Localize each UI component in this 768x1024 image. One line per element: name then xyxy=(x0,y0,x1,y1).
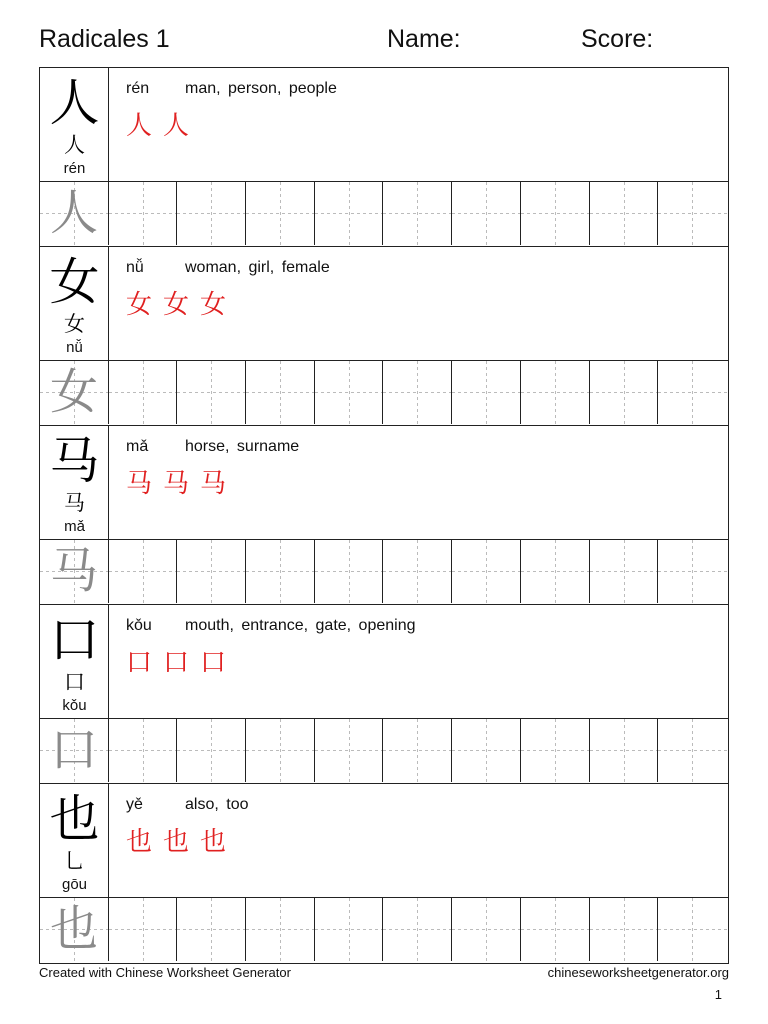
practice-cell[interactable] xyxy=(246,719,315,782)
stroke-step: 马 xyxy=(163,469,194,499)
practice-row xyxy=(40,898,728,963)
practice-cell[interactable] xyxy=(246,898,315,961)
meaning: also, too xyxy=(185,796,249,813)
practice-cell[interactable] xyxy=(658,898,727,961)
practice-cell[interactable] xyxy=(521,540,590,603)
practice-cell[interactable] xyxy=(109,182,178,245)
practice-cell[interactable] xyxy=(383,540,452,603)
stroke-order xyxy=(126,466,237,502)
stroke-step: 也 xyxy=(126,827,157,857)
practice-cell[interactable] xyxy=(658,719,727,782)
practice-cell[interactable] xyxy=(109,540,178,603)
practice-cell[interactable] xyxy=(521,361,590,424)
practice-cell[interactable] xyxy=(246,182,315,245)
radical-character: 马 xyxy=(64,491,85,515)
main-character: 马 xyxy=(49,432,100,490)
practice-cell[interactable] xyxy=(658,361,727,424)
radical-character: 女 xyxy=(64,312,85,336)
radical-pinyin: gōu xyxy=(61,876,88,893)
practice-cell[interactable] xyxy=(315,898,384,961)
practice-cell[interactable] xyxy=(452,361,521,424)
name-label: Name: xyxy=(387,25,461,53)
practice-cell[interactable] xyxy=(177,361,246,424)
stroke-step: 也 xyxy=(200,827,231,857)
stroke-order xyxy=(126,824,237,860)
pinyin: rén xyxy=(126,80,150,97)
stroke-order xyxy=(126,645,237,681)
stroke-step: 人 xyxy=(163,111,194,141)
main-character: 女 xyxy=(49,253,100,311)
practice-cell[interactable] xyxy=(383,361,452,424)
practice-cell[interactable] xyxy=(177,540,246,603)
radical-character: 乚 xyxy=(64,849,85,873)
practice-cell[interactable] xyxy=(315,540,384,603)
character-column xyxy=(40,247,109,360)
practice-cell[interactable] xyxy=(383,182,452,245)
practice-cell[interactable] xyxy=(109,361,178,424)
trace-cell xyxy=(40,898,109,961)
radical-character: 口 xyxy=(64,670,85,694)
practice-cell[interactable] xyxy=(315,182,384,245)
character-entry xyxy=(40,426,728,540)
character-column xyxy=(40,426,109,539)
trace-character: 也 xyxy=(49,901,98,957)
trace-character: 人 xyxy=(49,185,98,241)
practice-cell[interactable] xyxy=(452,540,521,603)
trace-character: 马 xyxy=(49,543,98,599)
character-entry xyxy=(40,68,728,182)
practice-cell[interactable] xyxy=(177,182,246,245)
practice-cell[interactable] xyxy=(246,361,315,424)
radical-pinyin: mǎ xyxy=(64,518,85,535)
pinyin: nǚ xyxy=(126,259,144,276)
trace-character: 女 xyxy=(49,364,98,420)
trace-cell xyxy=(40,182,109,245)
practice-cell[interactable] xyxy=(590,182,659,245)
practice-cell[interactable] xyxy=(521,719,590,782)
practice-cell[interactable] xyxy=(109,719,178,782)
trace-character: 口 xyxy=(49,722,98,778)
worksheet-title: Radicales 1 xyxy=(39,25,170,53)
practice-cell[interactable] xyxy=(383,898,452,961)
practice-cell[interactable] xyxy=(452,719,521,782)
practice-cell[interactable] xyxy=(590,540,659,603)
footer-credit: Created with Chinese Worksheet Generator xyxy=(39,965,291,980)
practice-cell[interactable] xyxy=(590,361,659,424)
trace-cell xyxy=(40,361,109,424)
meaning: woman, girl, female xyxy=(185,259,330,276)
practice-cell[interactable] xyxy=(315,361,384,424)
practice-cell[interactable] xyxy=(109,898,178,961)
practice-row xyxy=(40,719,728,784)
practice-cell[interactable] xyxy=(521,182,590,245)
practice-cell[interactable] xyxy=(452,898,521,961)
practice-row xyxy=(40,182,728,247)
radical-pinyin: nǚ xyxy=(66,339,83,356)
character-column xyxy=(40,605,109,718)
character-entry xyxy=(40,784,728,898)
radical-pinyin: kǒu xyxy=(62,697,87,714)
practice-cell[interactable] xyxy=(590,719,659,782)
stroke-order xyxy=(126,108,200,144)
stroke-step: 女 xyxy=(200,290,231,320)
score-label: Score: xyxy=(581,25,654,53)
practice-cell[interactable] xyxy=(658,540,727,603)
practice-cell[interactable] xyxy=(590,898,659,961)
stroke-order xyxy=(126,287,237,323)
main-character: 也 xyxy=(49,790,100,848)
pinyin: kǒu xyxy=(126,617,152,634)
meaning: man, person, people xyxy=(185,80,337,97)
practice-row xyxy=(40,361,728,426)
worksheet-grid xyxy=(39,67,729,964)
stroke-step: 也 xyxy=(163,827,194,857)
practice-row xyxy=(40,540,728,605)
practice-cell[interactable] xyxy=(177,719,246,782)
practice-cell[interactable] xyxy=(521,898,590,961)
practice-cell[interactable] xyxy=(177,898,246,961)
trace-cell xyxy=(40,719,109,782)
character-column xyxy=(40,68,109,181)
meaning: horse, surname xyxy=(185,438,300,455)
practice-cell[interactable] xyxy=(315,719,384,782)
main-character: 口 xyxy=(49,611,100,669)
stroke-step: 马 xyxy=(126,469,157,499)
stroke-step: 口 xyxy=(163,648,194,678)
character-column xyxy=(40,784,109,897)
character-entry xyxy=(40,247,728,361)
stroke-step: 人 xyxy=(126,111,157,141)
page-number: 1 xyxy=(714,987,722,1002)
practice-cell[interactable] xyxy=(383,719,452,782)
character-entry xyxy=(40,605,728,719)
stroke-step: 口 xyxy=(200,648,231,678)
radical-character: 人 xyxy=(64,133,85,157)
trace-cell xyxy=(40,540,109,603)
footer-website: chineseworksheetgenerator.org xyxy=(547,965,729,980)
practice-cell[interactable] xyxy=(658,182,727,245)
meaning: mouth, entrance, gate, opening xyxy=(185,617,416,634)
stroke-step: 女 xyxy=(163,290,194,320)
stroke-step: 女 xyxy=(126,290,157,320)
pinyin: yě xyxy=(126,796,143,813)
radical-pinyin: rén xyxy=(63,160,86,177)
pinyin: mǎ xyxy=(126,438,149,455)
stroke-step: 马 xyxy=(200,469,231,499)
main-character: 人 xyxy=(49,74,100,132)
practice-cell[interactable] xyxy=(246,540,315,603)
stroke-step: 口 xyxy=(126,648,157,678)
practice-cell[interactable] xyxy=(452,182,521,245)
